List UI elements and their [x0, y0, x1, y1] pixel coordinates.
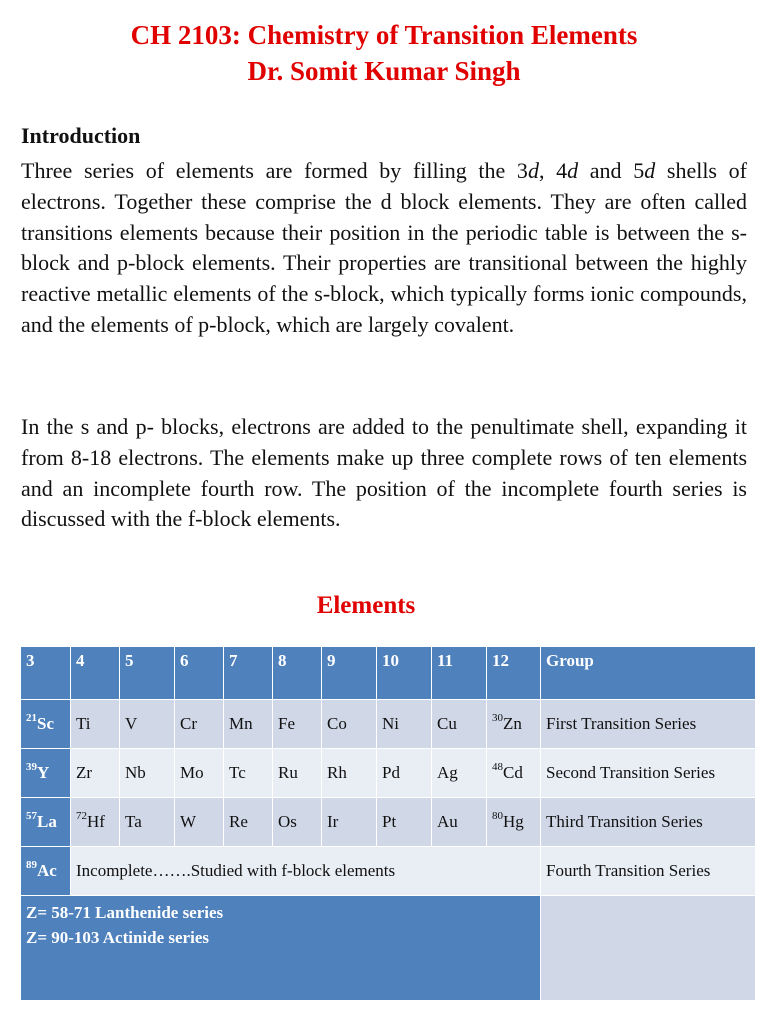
header-cell-group-7: 7	[224, 647, 273, 700]
element-cell: Co	[322, 700, 377, 749]
element-cell-cd: $^{48}$Cd	[487, 749, 541, 798]
intro-paragraph-1: Three series of elements are formed by filling the 3d, 4d and 5d shells of electrons. Together these comprise the d block elements. They are often called transitions elements because their position in the periodic table is between the s-block and p-block elements. Their properties are transitional between the highly reactive metallic elements of the s-block, which typically forms ionic compounds, and the elements of p-block, which are largely covalent.	[21, 158, 747, 337]
table-row-second-series	[21, 749, 756, 798]
header-cell-group-3: 3	[21, 647, 71, 700]
element-cell: Pd	[377, 749, 432, 798]
element-cell: Mo	[175, 749, 224, 798]
element-cell-y: $^{39}$Y	[21, 749, 71, 798]
element-cell: Ir	[322, 798, 377, 847]
incomplete-series-note: Incomplete…….Studied with f-block elements	[71, 847, 541, 896]
element-cell: Cr	[175, 700, 224, 749]
element-cell: Nb	[120, 749, 175, 798]
header-cell-group-12: 12	[487, 647, 541, 700]
section-heading-introduction: Introduction	[21, 123, 141, 148]
group-cell: First Transition Series	[541, 700, 756, 749]
header-cell-group-4: 4	[71, 647, 120, 700]
element-cell: Ru	[273, 749, 322, 798]
section-heading-elements: Elements	[316, 592, 416, 619]
header-cell-group-8: 8	[273, 647, 322, 700]
element-cell: Cu	[432, 700, 487, 749]
intro-paragraph-2: In the s and p- blocks, electrons are added to the penultimate shell, expanding it from 8-18 electrons. The elements make up three complete rows of ten elements and an incomplete fourth row. The position of the incomplete fourth series is discussed with the f-block elements.	[21, 414, 747, 532]
header-cell-group-5: 5	[120, 647, 175, 700]
author-name: Dr. Somit Kumar Singh	[247, 56, 521, 86]
table-row-fourth-series	[21, 847, 756, 896]
header-cell-group: Group	[541, 647, 756, 700]
element-cell: Fe	[273, 700, 322, 749]
element-cell-hg: $^{80}$Hg	[487, 798, 541, 847]
element-cell: W	[175, 798, 224, 847]
element-cell: Tc	[224, 749, 273, 798]
element-cell: Ta	[120, 798, 175, 847]
transition-elements-table	[20, 646, 756, 1001]
course-title: CH 2103: Chemistry of Transition Elements	[130, 20, 638, 50]
element-cell-zn: $^{30}$Zn	[487, 700, 541, 749]
element-cell: V	[120, 700, 175, 749]
header-cell-group-10: 10	[377, 647, 432, 700]
element-cell-ac: $^{89}$Ac	[21, 847, 71, 896]
table-header-row	[21, 647, 756, 700]
table-row-third-series	[21, 798, 756, 847]
table-row-first-series	[21, 700, 756, 749]
element-cell: Ni	[377, 700, 432, 749]
actinide-series-note: Z= 90-103 Actinide series	[26, 928, 209, 947]
element-cell-sc: $^{21}$Sc	[21, 700, 71, 749]
group-cell: Second Transition Series	[541, 749, 756, 798]
element-cell-la: $^{57}$La	[21, 798, 71, 847]
group-cell: Fourth Transition Series	[541, 847, 756, 896]
header-cell-group-11: 11	[432, 647, 487, 700]
element-cell: Au	[432, 798, 487, 847]
table-footer-row	[21, 896, 756, 1001]
element-cell: Zr	[71, 749, 120, 798]
element-cell: Pt	[377, 798, 432, 847]
element-cell-hf: $^{72}$Hf	[71, 798, 120, 847]
element-cell: Re	[224, 798, 273, 847]
element-cell: Os	[273, 798, 322, 847]
element-cell: Rh	[322, 749, 377, 798]
footer-empty-cell	[541, 896, 756, 1001]
header-cell-group-6: 6	[175, 647, 224, 700]
header-cell-group-9: 9	[322, 647, 377, 700]
element-cell: Ti	[71, 700, 120, 749]
element-cell: Mn	[224, 700, 273, 749]
inner-transition-note	[21, 896, 541, 1001]
lanthanide-series-note: Z= 58-71 Lanthenide series	[26, 903, 224, 922]
element-cell: Ag	[432, 749, 487, 798]
group-cell: Third Transition Series	[541, 798, 756, 847]
